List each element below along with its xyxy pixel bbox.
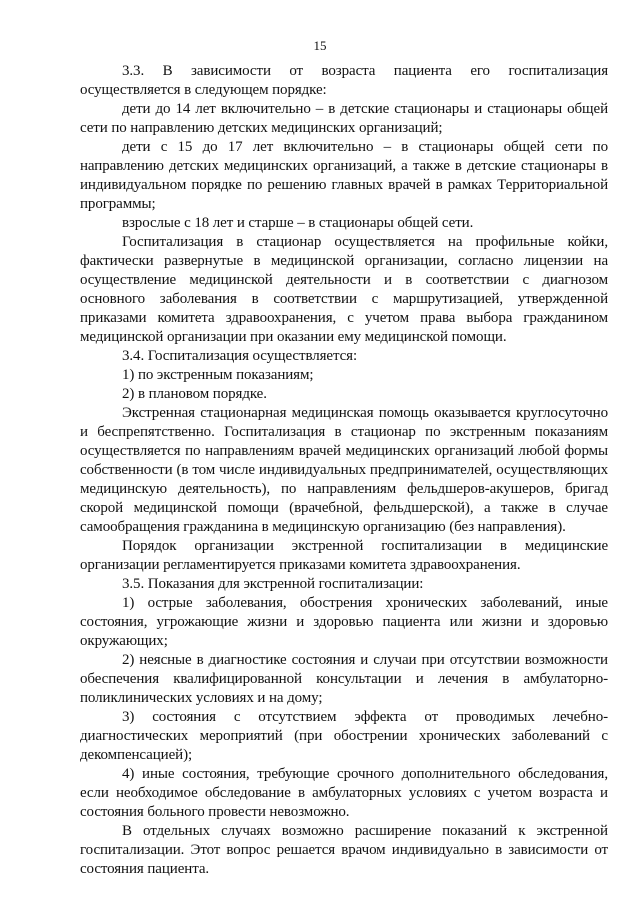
list-item-planned: 2) в плановом порядке. xyxy=(122,386,267,402)
list-item-indication-2: 2) неясные в диагностике состояния и случаи при отсутствии возможности обеспечения квалифицированной консультации и лечения в амбулаторно-поликлинических условиях и на дому; xyxy=(80,652,608,706)
list-item-emergency: 1) по экстренным показаниям; xyxy=(122,367,314,383)
list-item-indication-1: 1) острые заболевания, обострения хронических заболеваний, иные состояния, угрожающие жизни и здоровью пациента или жизни и здоровью окружающих; xyxy=(80,595,608,649)
paragraph-3-5: 3.5. Показания для экстренной госпитализации: xyxy=(122,576,424,592)
list-item-indication-3: 3) состояния с отсутствием эффекта от проводимых лечебно-диагностических мероприятий (при обострении хронических заболеваний с декомпенсацией); xyxy=(80,709,608,763)
paragraph-hospitalization-beds: Госпитализация в стационар осуществляется на профильные койки, фактически развернутые в медицинской организации, согласно лицензии на осуществление медицинской деятельности и в соответствии с диагнозом основного заболевания в соответствии с маршрутизацией, утвержденной приказами комитета здравоохранения, с учетом права выбора гражданином медицинской организации при оказании ему медицинской помощи. xyxy=(80,234,608,345)
paragraph-3-3: 3.3. В зависимости от возраста пациента его госпитализация осуществляется в следующем порядке: xyxy=(80,63,608,98)
document-body xyxy=(80,62,608,879)
paragraph-children-under-14: дети до 14 лет включительно – в детские стационары и стационары общей сети по направлению детских медицинских организаций; xyxy=(80,101,608,136)
list-item-indication-4: 4) иные состояния, требующие срочного дополнительного обследования, если необходимое обследование в амбулаторных условиях с учетом возраста и состояния больного провести невозможно. xyxy=(80,766,608,820)
paragraph-emergency-care: Экстренная стационарная медицинская помощь оказывается круглосуточно и беспрепятственно. Госпитализация в стационар по экстренным показаниям осуществляется по направлениям врачей медицинских организаций любой формы собственности (в том числе индивидуальных предпринимателей, осуществляющих медицинскую деятельность), по направлениям фельдшеров-акушеров, бригад скорой медицинской помощи (врачебной, фельдшерской), а также в случае самообращения гражданина в медицинскую организацию (без направления). xyxy=(80,405,608,535)
paragraph-adults: взрослые с 18 лет и старше – в стационары общей сети. xyxy=(122,215,474,231)
page-number: 15 xyxy=(313,38,327,53)
paragraph-extension: В отдельных случаях возможно расширение показаний к экстренной госпитализации. Этот вопрос решается врачом индивидуально в зависимости от состояния пациента. xyxy=(80,823,608,877)
paragraph-emergency-order: Порядок организации экстренной госпитализации в медицинские организации регламентируется приказами комитета здравоохранения. xyxy=(80,538,608,573)
paragraph-3-4: 3.4. Госпитализация осуществляется: xyxy=(122,348,358,364)
paragraph-children-15-17: дети с 15 до 17 лет включительно – в стационары общей сети по направлению детских медицинских организаций, а также в детские стационары в индивидуальном порядке по решению главных врачей в рамках Территориальной программы; xyxy=(80,139,608,212)
